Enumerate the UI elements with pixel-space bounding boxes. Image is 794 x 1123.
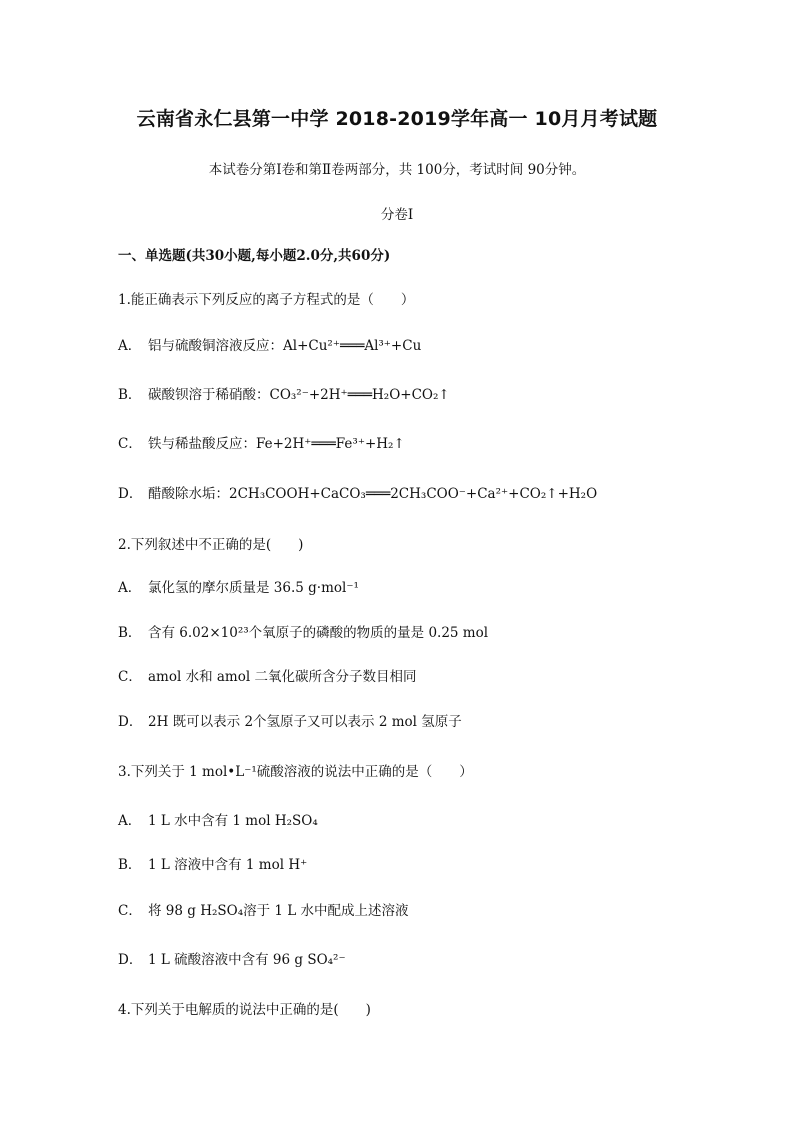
question-1-option-a — [118, 336, 421, 356]
question-1-stem: 1.能正确表示下列反应的离子方程式的是（ ） — [118, 292, 415, 308]
section-label: 分卷I — [380, 207, 414, 223]
option-text: 1 L 溶液中含有 1 mol H⁺ — [148, 857, 308, 873]
option-text: 铝与硫酸铜溶液反应：Al+Cu²⁺═══Al³⁺+Cu — [148, 338, 422, 354]
option-letter: A． — [118, 338, 142, 354]
option-text: 将 98 g H₂SO₄溶于 1 L 水中配成上述溶液 — [148, 903, 409, 919]
question-1-option-b — [118, 385, 450, 405]
question-2-option-c — [118, 667, 416, 687]
part-heading: 一、单选题(共30小题,每小题2.0分,共60分) — [118, 248, 391, 264]
option-letter: A． — [118, 813, 142, 829]
option-letter: C． — [118, 669, 142, 685]
option-letter: D． — [118, 486, 143, 502]
question-3-option-a — [118, 811, 318, 831]
question-3-stem: 3.下列关于 1 mol•L⁻¹硫酸溶液的说法中正确的是（ ） — [118, 764, 473, 780]
option-text: 碳酸钡溶于稀硝酸：CO₃²⁻+2H⁺═══H₂O+CO₂↑ — [148, 387, 450, 403]
option-letter: D． — [118, 952, 143, 968]
option-text: 醋酸除水垢：2CH₃COOH+CaCO₃═══2CH₃COO⁻+Ca²⁺+CO₂↑+H₂O — [148, 486, 598, 502]
option-text: 含有 6.02×10²³个氧原子的磷酸的物质的量是 0.25 mol — [148, 625, 489, 641]
option-letter: A． — [118, 580, 142, 596]
option-letter: B． — [118, 857, 142, 873]
page-title: 云南省永仁县第一中学 2018-2019学年高一 10月月考试题 — [136, 108, 658, 130]
option-letter: C． — [118, 436, 142, 452]
option-text: 铁与稀盐酸反应：Fe+2H⁺═══Fe³⁺+H₂↑ — [148, 436, 405, 452]
question-1-option-d — [118, 484, 597, 504]
option-letter: C． — [118, 903, 142, 919]
question-2-option-b — [118, 623, 488, 643]
question-3-option-c — [118, 901, 409, 921]
option-text: 2H 既可以表示 2个氢原子又可以表示 2 mol 氢原子 — [148, 714, 462, 730]
option-text: 1 L 水中含有 1 mol H₂SO₄ — [148, 813, 318, 829]
question-3-option-b — [118, 855, 307, 875]
question-2-stem: 2.下列叙述中不正确的是( ) — [118, 537, 304, 553]
option-letter: D． — [118, 714, 143, 730]
question-1-option-c — [118, 434, 405, 454]
option-text: 氯化氢的摩尔质量是 36.5 g·mol⁻¹ — [148, 580, 359, 596]
option-letter: B． — [118, 625, 142, 641]
option-text: 1 L 硫酸溶液中含有 96 g SO₄²⁻ — [148, 952, 346, 968]
question-3-option-d — [118, 950, 346, 970]
exam-instructions: 本试卷分第Ⅰ卷和第Ⅱ卷两部分，共 100分，考试时间 90分钟。 — [208, 162, 586, 178]
question-4-stem: 4.下列关于电解质的说法中正确的是( ) — [118, 1002, 371, 1018]
option-letter: B． — [118, 387, 142, 403]
question-2-option-a — [118, 578, 359, 598]
question-2-option-d — [118, 712, 462, 732]
option-text: amol 水和 amol 二氧化碳所含分子数目相同 — [148, 669, 417, 685]
